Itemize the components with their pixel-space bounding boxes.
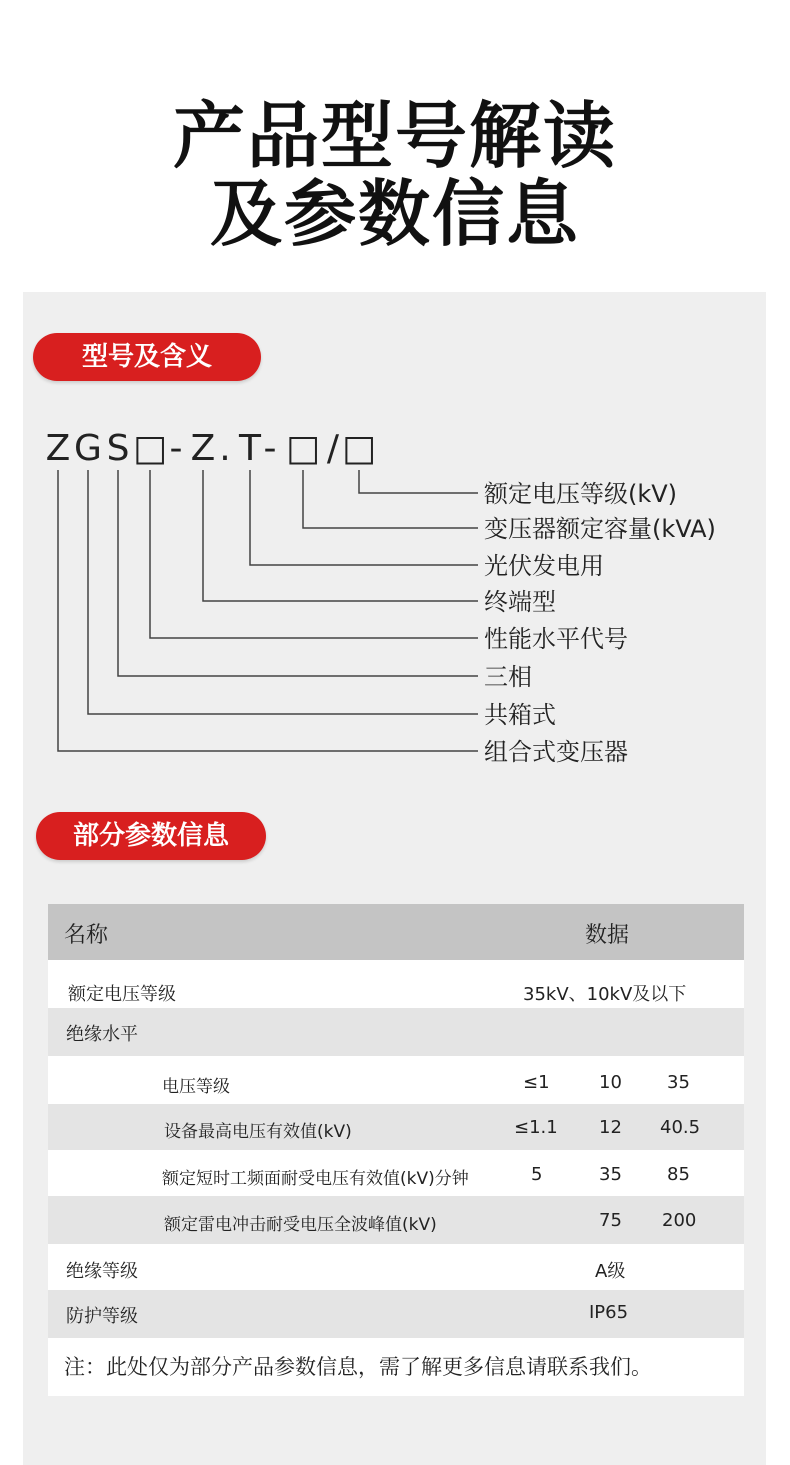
meaning-label: 变压器额定容量(kVA) <box>484 515 716 543</box>
row-value-1: ≤1.1 <box>514 1117 558 1138</box>
meaning-label: 额定电压等级(kV) <box>484 480 678 508</box>
section-label-params: 部分参数信息 <box>36 812 266 860</box>
code-char: . <box>219 428 231 469</box>
row-value-3: 40.5 <box>660 1117 701 1138</box>
code-char: Z <box>190 428 216 469</box>
params-table <box>48 904 744 1338</box>
table-row <box>48 1244 744 1290</box>
code-char: □ <box>341 428 377 469</box>
row-value-3: 200 <box>662 1210 697 1231</box>
table-row <box>48 1150 744 1196</box>
row-name: 绝缘水平 <box>66 1024 138 1045</box>
row-value-2: 75 <box>599 1210 622 1231</box>
header-data: 数据 <box>585 923 630 948</box>
row-name: 额定雷电冲击耐受电压全波峰值(kV) <box>164 1215 437 1235</box>
row-value: A级 <box>595 1261 626 1282</box>
row-value-2: 12 <box>599 1117 622 1138</box>
code-char: - <box>263 428 277 469</box>
code-char: □ <box>132 428 168 469</box>
header-name: 名称 <box>64 923 109 948</box>
code-char: / <box>326 428 340 469</box>
code-char: □ <box>285 428 321 469</box>
code-char: - <box>169 428 183 469</box>
row-value: 35kV、10kV及以下 <box>523 984 687 1005</box>
table-row <box>48 960 744 1008</box>
meaning-label: 共箱式 <box>484 701 556 729</box>
row-value: IP65 <box>589 1302 629 1323</box>
page-title-line-2: 及参数信息 <box>209 172 580 256</box>
table-row <box>48 1008 744 1056</box>
table-row <box>48 1104 744 1150</box>
meaning-label: 终端型 <box>484 588 556 616</box>
leader-line <box>203 470 478 601</box>
code-char: G <box>74 428 102 469</box>
leader-line <box>88 470 478 714</box>
row-value-3: 85 <box>667 1164 690 1185</box>
row-name: 额定短时工频面耐受电压有效值(kV)分钟 <box>162 1169 469 1189</box>
row-value-3: 35 <box>667 1072 690 1093</box>
table-row <box>48 1290 744 1338</box>
meaning-label: 性能水平代号 <box>484 625 628 653</box>
meaning-label: 三相 <box>484 663 532 691</box>
leader-line <box>250 470 478 565</box>
row-name: 设备最高电压有效值(kV) <box>164 1122 352 1142</box>
table-row <box>48 1056 744 1104</box>
leader-line <box>150 470 478 638</box>
leader-line <box>118 470 478 676</box>
footnote: 注：此处仅为部分产品参数信息，需了解更多信息请联系我们。 <box>48 1338 744 1396</box>
table-row <box>48 1196 744 1244</box>
table-header <box>48 904 744 960</box>
code-char: T <box>239 428 261 469</box>
meaning-label: 光伏发电用 <box>484 552 604 580</box>
row-value-1: ≤1 <box>523 1072 550 1093</box>
page-title-line-1: 产品型号解读 <box>172 94 617 178</box>
meaning-label: 组合式变压器 <box>484 738 628 766</box>
row-name: 额定电压等级 <box>68 984 176 1005</box>
leader-line <box>303 470 478 528</box>
row-name: 防护等级 <box>66 1306 138 1327</box>
row-value-1: 5 <box>531 1164 543 1185</box>
row-name: 绝缘等级 <box>66 1261 138 1282</box>
section-label-model: 型号及含义 <box>33 333 261 381</box>
code-char: Z <box>45 428 71 469</box>
row-name: 电压等级 <box>162 1077 230 1097</box>
row-value-2: 10 <box>599 1072 622 1093</box>
leader-line <box>359 470 478 493</box>
row-value-2: 35 <box>599 1164 622 1185</box>
code-char: S <box>106 428 130 469</box>
leader-line <box>58 470 478 751</box>
